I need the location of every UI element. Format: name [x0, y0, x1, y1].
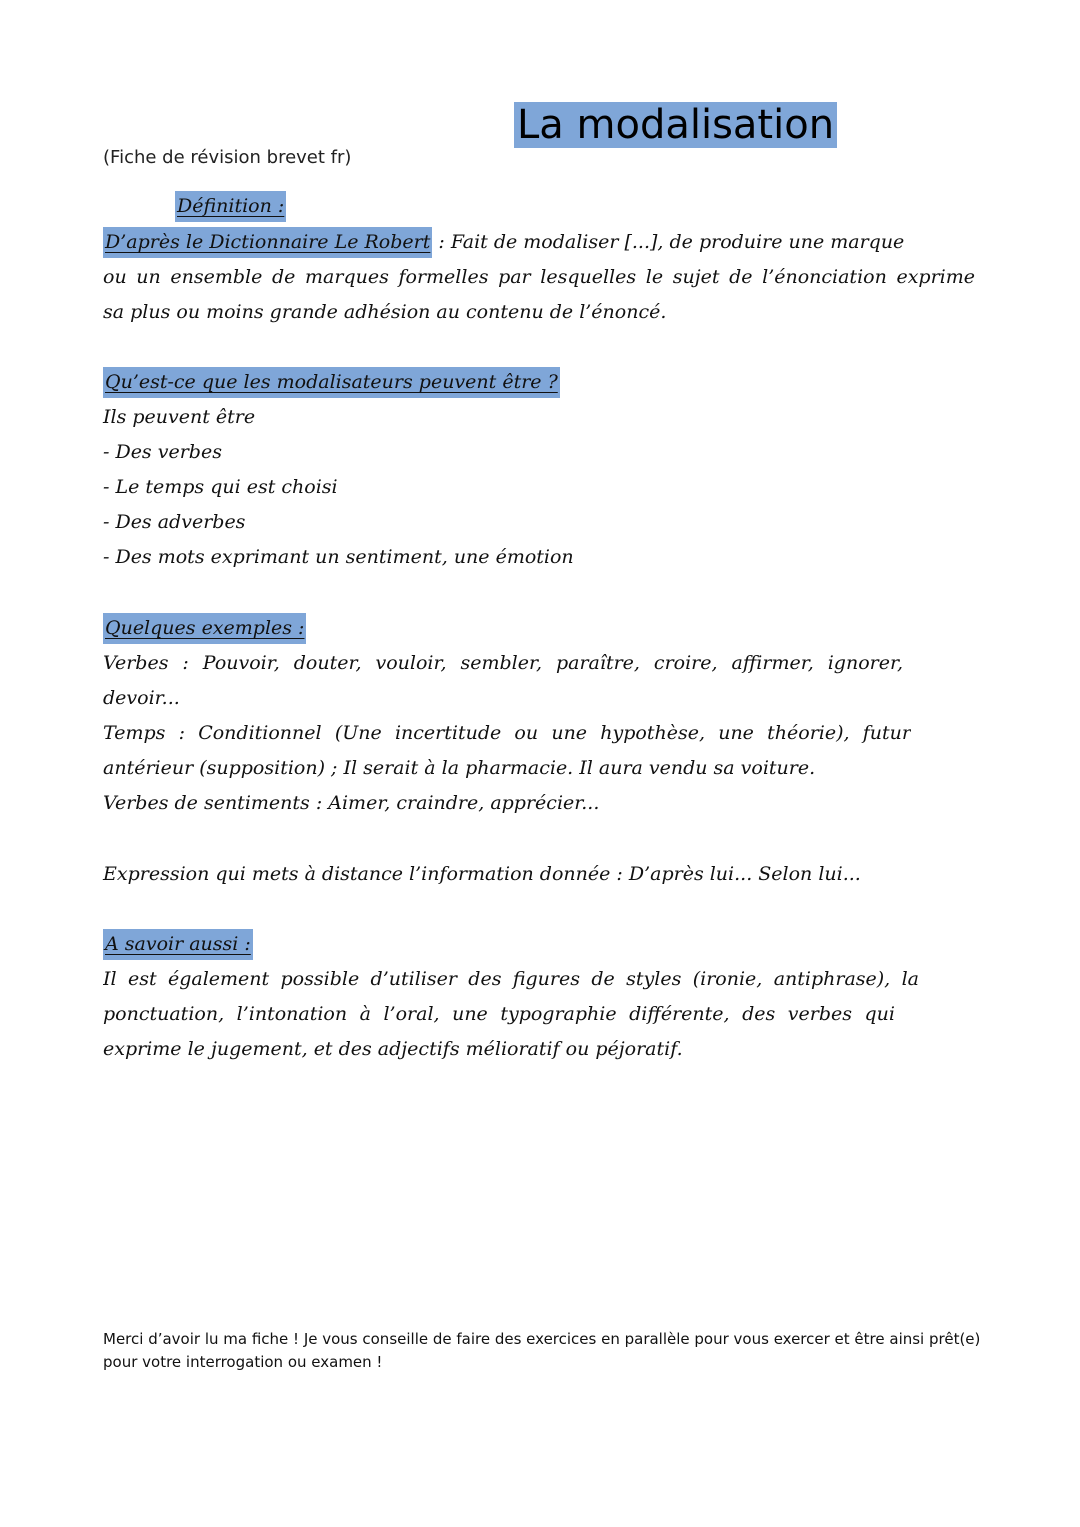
asavoir-heading-line: [103, 928, 253, 960]
exemples-line-4: antérieur (supposition) ; Il serait à la pharmacie. Il aura vendu sa voiture.: [103, 757, 816, 779]
definition-line-1: [103, 226, 904, 258]
page-subtitle: (Fiche de révision brevet fr): [103, 147, 352, 168]
footer-note: Merci d’avoir lu ma fiche ! Je vous conseille de faire des exercices en parallèle pour vous exercer et être ainsi prêt(e) pour votre interrogation ou examen !: [103, 1330, 981, 1371]
asavoir-line-3: exprime le jugement, et des adjectifs mélioratif ou péjoratif.: [103, 1038, 683, 1060]
exemples-expression: Expression qui mets à distance l’information donnée : D’après lui... Selon lui...: [103, 863, 861, 885]
list-item: - Des verbes: [103, 441, 222, 463]
list-item: - Des mots exprimant un sentiment, une émotion: [103, 546, 574, 568]
definition-source: D’après le Dictionnaire Le Robert: [103, 227, 432, 258]
modalisateurs-heading: Qu’est-ce que les modalisateurs peuvent être ?: [103, 367, 560, 398]
list-item: - Le temps qui est choisi: [103, 476, 338, 498]
definition-text-1: : Fait de modaliser [...], de produire une marque: [438, 231, 905, 253]
definition-heading-line: [175, 190, 286, 222]
page-title: La modalisation: [514, 102, 837, 148]
asavoir-line-2: ponctuation, l’intonation à l’oral, une typographie différente, des verbes qui: [103, 1003, 895, 1025]
definition-line-3: sa plus ou moins grande adhésion au contenu de l’énoncé.: [103, 301, 667, 323]
exemples-line-1: Verbes : Pouvoir, douter, vouloir, sembler, paraître, croire, affirmer, ignorer,: [103, 652, 903, 674]
exemples-line-2: devoir...: [103, 687, 180, 709]
asavoir-heading: A savoir aussi :: [103, 929, 253, 960]
asavoir-line-1: Il est également possible d’utiliser des figures de styles (ironie, antiphrase), la: [103, 968, 919, 990]
definition-line-2: ou un ensemble de marques formelles par lesquelles le sujet de l’énonciation exprime: [103, 266, 975, 288]
list-item: - Des adverbes: [103, 511, 246, 533]
exemples-line-5: Verbes de sentiments : Aimer, craindre, apprécier...: [103, 792, 600, 814]
exemples-line-3: Temps : Conditionnel (Une incertitude ou une hypothèse, une théorie), futur: [103, 722, 911, 744]
modalisateurs-heading-line: [103, 366, 560, 398]
exemples-heading: Quelques exemples :: [103, 613, 306, 644]
exemples-heading-line: [103, 612, 306, 644]
modalisateurs-intro: Ils peuvent être: [103, 406, 256, 428]
definition-heading: Définition :: [175, 191, 286, 222]
